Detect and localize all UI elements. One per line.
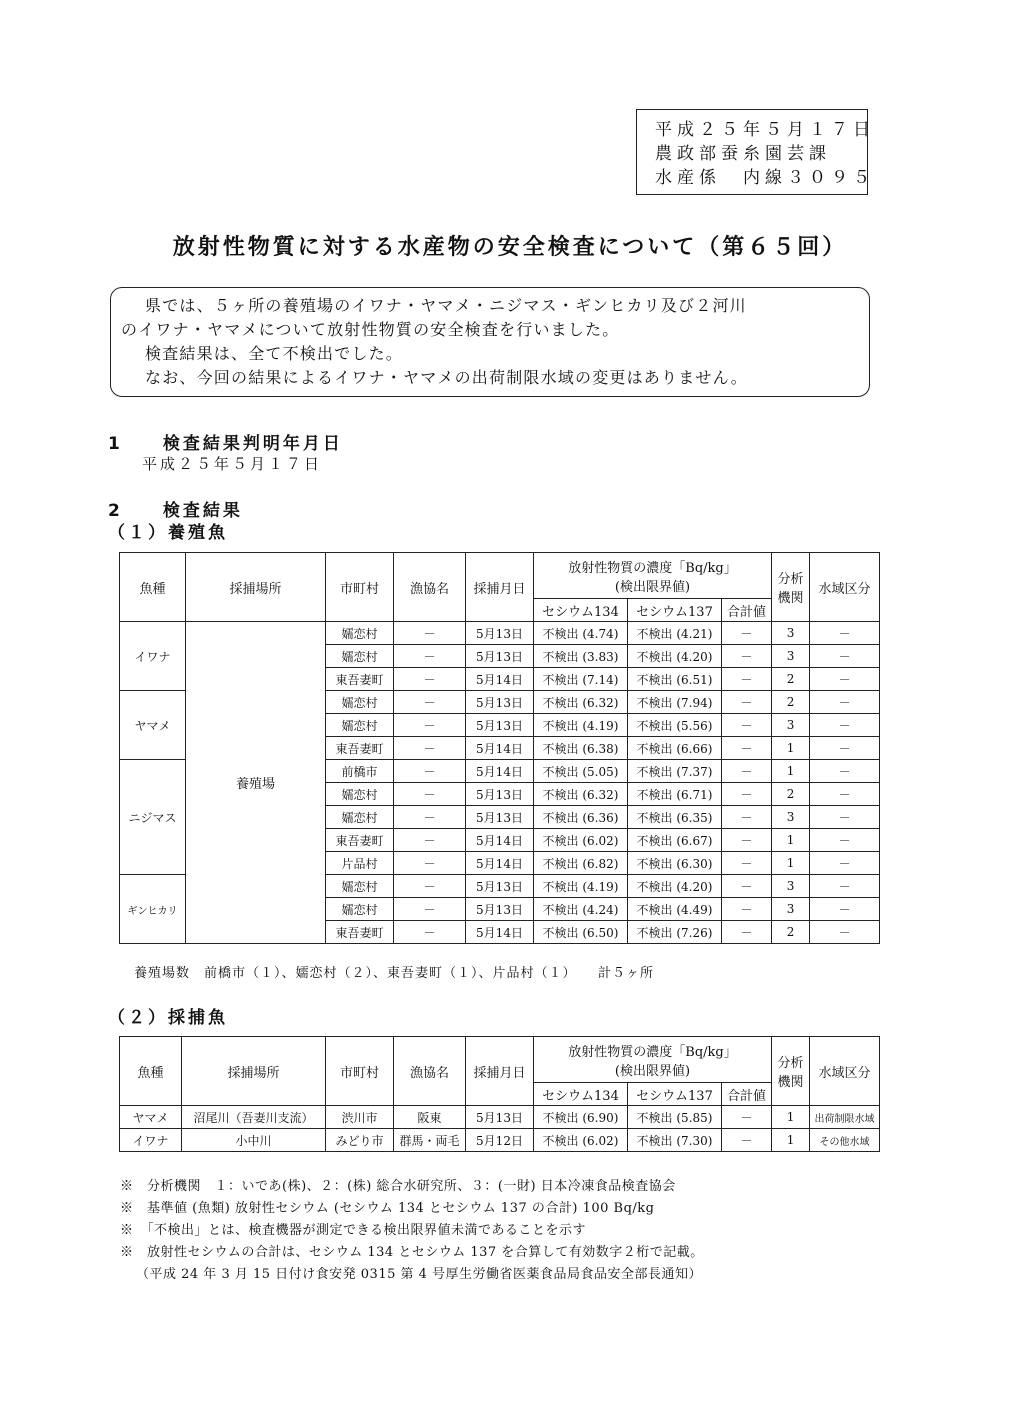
note-standard: ※ 基準値 (魚類) 放射性セシウム (セシウム 134 とセシウム 137 の合計) 100 Bq/kg xyxy=(120,1201,655,1216)
note-total: ※ 放射性セシウムの合計は、セシウム 134 とセシウム 137 を合算して有効数字２桁で記載。 xyxy=(120,1245,704,1260)
cell-species: ヤマメ xyxy=(120,1106,182,1129)
detection-limit-label: (検出限界値) xyxy=(614,1063,691,1079)
cell-coop: － xyxy=(394,898,466,921)
section-1-date: 平成２５年５月１７日 xyxy=(142,455,323,473)
col-concentration xyxy=(534,1037,772,1083)
cell-coop: － xyxy=(394,737,466,760)
col-municipality: 市町村 xyxy=(326,553,394,622)
issue-date: 平成２５年５月１７日 xyxy=(655,120,875,140)
cell-total: － xyxy=(722,921,772,944)
cell-coop: － xyxy=(394,875,466,898)
cell-species: ギンヒカリ xyxy=(120,875,186,944)
cell-cs134: 不検出 (3.83) xyxy=(534,645,628,668)
cell-total: － xyxy=(722,1106,772,1129)
cell-lab: 2 xyxy=(772,783,810,806)
cell-municipality: 嬬恋村 xyxy=(326,875,394,898)
wild-fish-rows xyxy=(120,1106,880,1152)
note-lab: ※ 分析機関 １：いであ(株)、２：(株) 総合水研究所、３：(一財) 日本冷凍食品検査協会 xyxy=(120,1179,676,1194)
cell-total: － xyxy=(722,898,772,921)
col-coop: 漁協名 xyxy=(394,1037,466,1106)
cell-cs134: 不検出 (6.02) xyxy=(534,1129,628,1152)
cell-zone: － xyxy=(810,829,880,852)
col-lab xyxy=(772,553,810,622)
cell-coop: － xyxy=(394,691,466,714)
cell-total: － xyxy=(722,668,772,691)
cell-lab: 3 xyxy=(772,714,810,737)
cell-cs137: 不検出 (6.71) xyxy=(628,783,722,806)
cell-cs137: 不検出 (5.85) xyxy=(628,1106,722,1129)
cell-zone: － xyxy=(810,737,880,760)
cell-municipality: みどり市 xyxy=(326,1129,394,1152)
cell-coop: 群馬・両毛 xyxy=(394,1129,466,1152)
cell-lab: 1 xyxy=(772,737,810,760)
concentration-label: 放射性物質の濃度「Bq/kg」 xyxy=(568,560,737,576)
lab-label-1: 分析 xyxy=(777,1056,804,1071)
cell-municipality: 東吾妻町 xyxy=(326,668,394,691)
col-zone: 水域区分 xyxy=(810,553,880,622)
summary-line-2: のイワナ・ヤマメについて放射性物質の安全検査を行いました。 xyxy=(121,320,620,339)
cell-total: － xyxy=(722,645,772,668)
issuer-box xyxy=(636,109,875,195)
col-date: 採捕月日 xyxy=(466,1037,534,1106)
section-2-heading: 2 検査結果 xyxy=(108,501,243,521)
section-1-heading: 1 検査結果判明年月日 xyxy=(108,434,343,454)
cell-coop: － xyxy=(394,806,466,829)
table-row xyxy=(120,1106,880,1129)
cell-date: 5月14日 xyxy=(466,829,534,852)
cell-municipality: 嬬恋村 xyxy=(326,622,394,645)
cell-lab: 1 xyxy=(772,760,810,783)
cell-municipality: 嬬恋村 xyxy=(326,645,394,668)
cell-lab: 2 xyxy=(772,921,810,944)
cell-cs134: 不検出 (6.02) xyxy=(534,829,628,852)
document-title: 放射性物質に対する水産物の安全検査について（第６５回） xyxy=(172,235,848,260)
cell-date: 5月13日 xyxy=(466,806,534,829)
cell-cs134: 不検出 (6.50) xyxy=(534,921,628,944)
concentration-label: 放射性物質の濃度「Bq/kg」 xyxy=(568,1044,737,1060)
cell-cs134: 不検出 (4.19) xyxy=(534,875,628,898)
cell-zone: － xyxy=(810,806,880,829)
cell-cs137: 不検出 (7.26) xyxy=(628,921,722,944)
cell-cs137: 不検出 (6.66) xyxy=(628,737,722,760)
cell-zone: － xyxy=(810,898,880,921)
cell-cs134: 不検出 (4.24) xyxy=(534,898,628,921)
col-species: 魚種 xyxy=(120,1037,182,1106)
cell-date: 5月14日 xyxy=(466,737,534,760)
cell-total: － xyxy=(722,829,772,852)
cell-date: 5月13日 xyxy=(466,898,534,921)
cell-date: 5月13日 xyxy=(466,783,534,806)
cell-lab: 1 xyxy=(772,829,810,852)
cell-cs137: 不検出 (6.30) xyxy=(628,852,722,875)
cell-zone: － xyxy=(810,691,880,714)
cell-zone: － xyxy=(810,783,880,806)
col-total: 合計値 xyxy=(722,1083,772,1106)
cell-cs134: 不検出 (6.82) xyxy=(534,852,628,875)
cell-coop: － xyxy=(394,668,466,691)
cell-cs137: 不検出 (6.51) xyxy=(628,668,722,691)
contact: 水産係 内線３０９５ xyxy=(655,168,875,188)
cell-coop: － xyxy=(394,852,466,875)
table-row xyxy=(120,1129,880,1152)
cell-lab: 1 xyxy=(772,1129,810,1152)
cell-cs134: 不検出 (6.90) xyxy=(534,1106,628,1129)
cell-coop: 阪東 xyxy=(394,1106,466,1129)
cell-cs137: 不検出 (7.30) xyxy=(628,1129,722,1152)
cell-date: 5月12日 xyxy=(466,1129,534,1152)
cell-lab: 3 xyxy=(772,645,810,668)
cell-cs137: 不検出 (4.21) xyxy=(628,622,722,645)
summary-line-1: 県では、５ヶ所の養殖場のイワナ・ヤマメ・ニジマス・ギンヒカリ及び２河川 xyxy=(145,296,747,315)
cell-lab: 3 xyxy=(772,875,810,898)
cell-date: 5月14日 xyxy=(466,852,534,875)
cell-coop: － xyxy=(394,622,466,645)
cell-date: 5月14日 xyxy=(466,760,534,783)
cell-zone: － xyxy=(810,668,880,691)
cell-date: 5月13日 xyxy=(466,622,534,645)
cell-coop: － xyxy=(394,921,466,944)
detection-limit-label: (検出限界値) xyxy=(614,579,691,595)
cell-municipality: 東吾妻町 xyxy=(326,737,394,760)
cell-date: 5月13日 xyxy=(466,875,534,898)
cell-zone: － xyxy=(810,921,880,944)
cell-location: 養殖場 xyxy=(186,622,326,944)
cell-municipality: 渋川市 xyxy=(326,1106,394,1129)
cell-cs134: 不検出 (7.14) xyxy=(534,668,628,691)
cell-zone: 出荷制限水域 xyxy=(810,1106,880,1129)
cell-total: － xyxy=(722,852,772,875)
cell-cs134: 不検出 (6.32) xyxy=(534,691,628,714)
farmed-fish-rows xyxy=(120,622,880,944)
col-coop: 漁協名 xyxy=(394,553,466,622)
summary-box xyxy=(110,287,870,397)
cell-species: ヤマメ xyxy=(120,691,186,760)
cell-municipality: 嬬恋村 xyxy=(326,898,394,921)
cell-date: 5月14日 xyxy=(466,921,534,944)
cell-municipality: 前橋市 xyxy=(326,760,394,783)
cell-cs137: 不検出 (6.67) xyxy=(628,829,722,852)
cell-municipality: 東吾妻町 xyxy=(326,829,394,852)
cell-cs134: 不検出 (6.36) xyxy=(534,806,628,829)
cell-coop: － xyxy=(394,829,466,852)
cell-total: － xyxy=(722,622,772,645)
cell-municipality: 嬬恋村 xyxy=(326,806,394,829)
farm-count-note: 養殖場数 前橋市（１）、嬬恋村（２）、東吾妻町（１）、片品村（１） 計５ヶ所 xyxy=(134,966,655,981)
cell-zone: － xyxy=(810,852,880,875)
table-row xyxy=(120,622,880,645)
col-zone: 水域区分 xyxy=(810,1037,880,1106)
cell-location: 沼尾川（吾妻川支流） xyxy=(182,1106,326,1129)
cell-lab: 2 xyxy=(772,691,810,714)
cell-total: － xyxy=(722,691,772,714)
cell-cs134: 不検出 (6.32) xyxy=(534,783,628,806)
col-cs134: セシウム134 xyxy=(534,1083,628,1106)
cell-lab: 2 xyxy=(772,668,810,691)
col-concentration xyxy=(534,553,772,599)
cell-lab: 3 xyxy=(772,622,810,645)
col-lab xyxy=(772,1037,810,1106)
cell-total: － xyxy=(722,760,772,783)
cell-municipality: 嬬恋村 xyxy=(326,783,394,806)
col-municipality: 市町村 xyxy=(326,1037,394,1106)
cell-date: 5月13日 xyxy=(466,1106,534,1129)
cell-location: 小中川 xyxy=(182,1129,326,1152)
col-location: 採捕場所 xyxy=(182,1037,326,1106)
cell-date: 5月13日 xyxy=(466,645,534,668)
col-cs137: セシウム137 xyxy=(628,599,722,622)
cell-zone: － xyxy=(810,622,880,645)
col-location: 採捕場所 xyxy=(186,553,326,622)
cell-municipality: 嬬恋村 xyxy=(326,691,394,714)
cell-date: 5月13日 xyxy=(466,691,534,714)
summary-line-3: 検査結果は、全て不検出でした。 xyxy=(145,344,404,363)
cell-zone: － xyxy=(810,645,880,668)
cell-total: － xyxy=(722,737,772,760)
cell-species: イワナ xyxy=(120,1129,182,1152)
cell-cs137: 不検出 (5.56) xyxy=(628,714,722,737)
cell-zone: － xyxy=(810,875,880,898)
cell-species: ニジマス xyxy=(120,760,186,875)
note-not-detected: ※ 「不検出」とは、検査機器が測定できる検出限界値未満であることを示す xyxy=(120,1223,587,1238)
cell-zone: － xyxy=(810,760,880,783)
cell-cs137: 不検出 (4.49) xyxy=(628,898,722,921)
cell-cs137: 不検出 (4.20) xyxy=(628,645,722,668)
cell-date: 5月14日 xyxy=(466,668,534,691)
col-total: 合計値 xyxy=(722,599,772,622)
col-cs134: セシウム134 xyxy=(534,599,628,622)
summary-line-4: なお、今回の結果によるイワナ・ヤマメの出荷制限水域の変更はありません。 xyxy=(145,368,748,387)
department: 農政部蚕糸園芸課 xyxy=(655,144,831,164)
wild-fish-heading: （２）採捕魚 xyxy=(108,1008,228,1028)
cell-cs134: 不検出 (4.74) xyxy=(534,622,628,645)
cell-municipality: 東吾妻町 xyxy=(326,921,394,944)
farmed-fish-table xyxy=(119,552,880,944)
cell-total: － xyxy=(722,1129,772,1152)
lab-label-1: 分析 xyxy=(777,572,804,587)
cell-cs134: 不検出 (4.19) xyxy=(534,714,628,737)
cell-municipality: 片品村 xyxy=(326,852,394,875)
note-reference: （平成 24 年 3 月 15 日付け食安発 0315 第 4 号厚生労働省医薬食品局食品安全部長通知） xyxy=(136,1267,703,1282)
cell-total: － xyxy=(722,875,772,898)
cell-cs137: 不検出 (6.35) xyxy=(628,806,722,829)
cell-coop: － xyxy=(394,645,466,668)
cell-cs134: 不検出 (5.05) xyxy=(534,760,628,783)
cell-species: イワナ xyxy=(120,622,186,691)
cell-total: － xyxy=(722,783,772,806)
cell-coop: － xyxy=(394,714,466,737)
cell-municipality: 嬬恋村 xyxy=(326,714,394,737)
farmed-fish-heading: （１）養殖魚 xyxy=(108,523,228,543)
cell-cs137: 不検出 (7.37) xyxy=(628,760,722,783)
cell-cs134: 不検出 (6.38) xyxy=(534,737,628,760)
cell-lab: 3 xyxy=(772,806,810,829)
cell-cs137: 不検出 (4.20) xyxy=(628,875,722,898)
col-species: 魚種 xyxy=(120,553,186,622)
cell-date: 5月13日 xyxy=(466,714,534,737)
cell-zone: － xyxy=(810,714,880,737)
lab-label-2: 機関 xyxy=(777,1075,804,1090)
cell-zone: その他水域 xyxy=(810,1129,880,1152)
lab-label-2: 機関 xyxy=(777,591,804,606)
cell-lab: 3 xyxy=(772,898,810,921)
wild-fish-table xyxy=(119,1036,880,1152)
cell-lab: 1 xyxy=(772,852,810,875)
col-cs137: セシウム137 xyxy=(628,1083,722,1106)
cell-total: － xyxy=(722,806,772,829)
cell-lab: 1 xyxy=(772,1106,810,1129)
col-date: 採捕月日 xyxy=(466,553,534,622)
cell-cs137: 不検出 (7.94) xyxy=(628,691,722,714)
cell-coop: － xyxy=(394,783,466,806)
cell-total: － xyxy=(722,714,772,737)
cell-coop: － xyxy=(394,760,466,783)
